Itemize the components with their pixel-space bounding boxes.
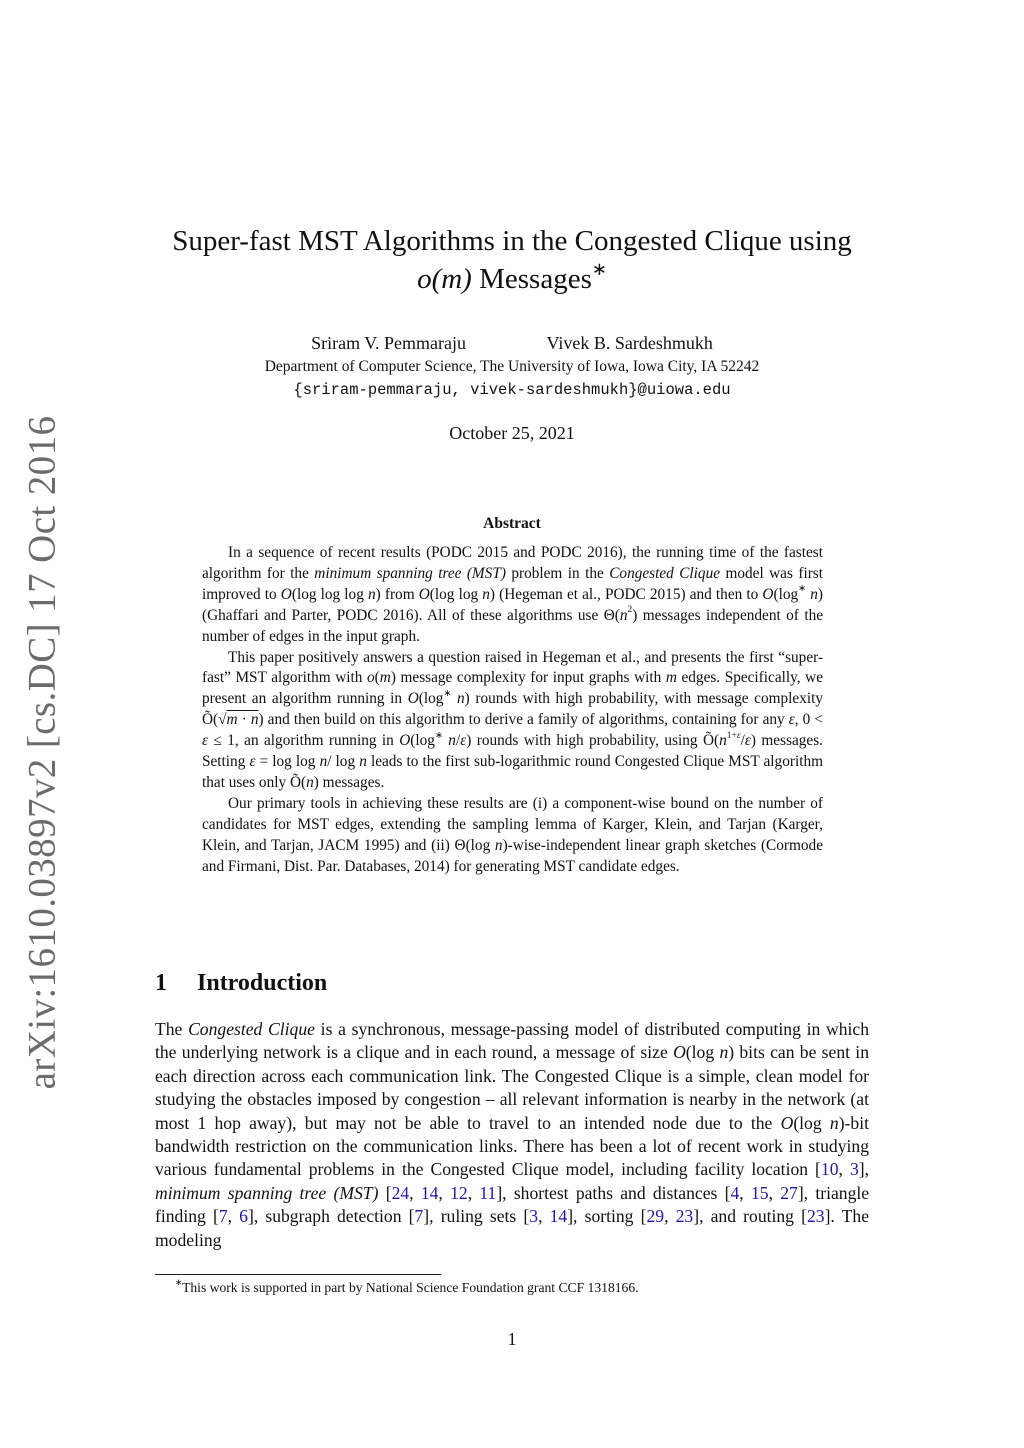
citation-link[interactable]: 14: [420, 1182, 439, 1203]
citation-link[interactable]: 23: [675, 1206, 694, 1227]
citation-link[interactable]: 7: [414, 1206, 424, 1227]
citation-link[interactable]: 14: [549, 1206, 568, 1227]
author-list: [200, 333, 824, 354]
author-name: Vivek B. Sardeshmukh: [546, 333, 713, 353]
footnote-text: This work is supported in part by National Science Foundation grant CCF 1318166.: [182, 1280, 639, 1295]
citation-link[interactable]: 15: [750, 1182, 769, 1203]
section-title: Introduction: [197, 970, 328, 996]
citation-link[interactable]: 11: [479, 1182, 497, 1203]
page-number: 1: [507, 1329, 517, 1349]
title-math: o(m): [417, 263, 472, 295]
footnote-mark: ∗: [175, 1277, 183, 1288]
affiliation: Department of Computer Science, The University of Iowa, Iowa City, IA 52242: [264, 358, 760, 375]
arxiv-identifier-stamp: arXiv:1610.03897v2 [cs.DC] 17 Oct 2016: [20, 415, 64, 1089]
abstract-paragraph: This paper positively answers a question raised in Hegeman et al., and presents the first “super-fast” MST algorithm with o(m) message complexity for input graphs with m edges. Specifically, we present an algorithm running in O(log∗ n) rounds with high probability, with message complexity Õ(√m · n) and then build on this algorithm to derive a family of algorithms, containing for any ε, 0 < ε ≤ 1, an algorithm running in O(log∗ n/ε) rounds with high probability, using $Õ(n^{1+\varepsilon}/\varepsilon)$ messages. Setting ε = log log n/ log n leads to the first sub-logarithmic round Congested Clique MST algorithm that uses only Õ(n) messages.: [202, 648, 823, 791]
abstract-paragraph: Our primary tools in achieving these results are (i) a component-wise bound on the number of candidates for MST edges, extending the sampling lemma of Karger, Klein, and Tarjan (Karger, Klein, and Tarjan, JACM 1995) and (ii) Θ(log n)-wise-independent linear graph sketches (Cormode and Firmani, Dist. Par. Databases, 2014) for generating MST candidate edges.: [202, 794, 823, 875]
citation-link[interactable]: 23: [806, 1206, 825, 1227]
abstract-paragraph: In a sequence of recent results (PODC 2015 and PODC 2016), the running time of the fastest algorithm for the minimum spanning tree (MST) problem in the Congested Clique model was first improved to O(log log log n) from O(log log n) (Hegeman et al., PODC 2015) and then to O(log∗ n) (Ghaffari and Parter, PODC 2016). All of these algorithms use $\Theta(n^2)$ messages independent of the number of edges in the input graph.: [202, 544, 824, 645]
citation-link[interactable]: 3: [529, 1206, 539, 1227]
footnote-rule: [155, 1274, 441, 1275]
section-number: 1: [155, 970, 167, 996]
title-line-2: Messages: [479, 263, 592, 295]
citation-link[interactable]: 4: [730, 1182, 740, 1203]
footnote: [155, 1279, 869, 1296]
citation-link[interactable]: 6: [239, 1206, 248, 1227]
citation-link[interactable]: 27: [780, 1182, 798, 1203]
paper-title: [150, 222, 874, 298]
abstract-heading: Abstract: [483, 515, 541, 532]
intro-paragraph: The Congested Clique is a synchronous, message-passing model of distributed computing in which the underlying network is a clique and in each round, a message of size O(log n) bits can be sent in each direction across each communication link. The Congested Clique is a simple, clean model for studying the obstacles imposed by congestion – all relevant information is nearby in the network (at most 1 hop away), but may not be able to travel to an intended node due to the O(log n)-bit bandwidth restriction on the communication links. There has been a lot of recent work in studying various fundamental problems in the Congested Clique model, including facility location [10, 3], minimum spanning tree (MST) [24, 14, 12, 11], shortest paths and distances [4, 15, 27], triangle finding [7, 6], subgraph detection [7], ruling sets [3, 14], sorting [29, 23], and routing [23]. The modeling: [155, 1019, 870, 1250]
citation-link[interactable]: 3: [849, 1159, 859, 1180]
citation-link[interactable]: 7: [218, 1206, 228, 1227]
title-line-1: Super-fast MST Algorithms in the Congested Clique using: [172, 225, 852, 257]
section-heading: [155, 970, 755, 997]
paper-date: October 25, 2021: [449, 423, 575, 443]
abstract-body: [202, 543, 823, 878]
citation-link[interactable]: 24: [391, 1182, 410, 1203]
author-emails: {sriram-pemmaraju, vivek-sardeshmukh}@uiowa.edu: [293, 381, 731, 399]
author-name: Sriram V. Pemmaraju: [311, 333, 466, 353]
title-footnote-mark: ∗: [591, 258, 607, 279]
citation-link[interactable]: 29: [646, 1206, 665, 1227]
citation-link[interactable]: 12: [450, 1182, 468, 1203]
citation-link[interactable]: 10: [820, 1159, 839, 1180]
